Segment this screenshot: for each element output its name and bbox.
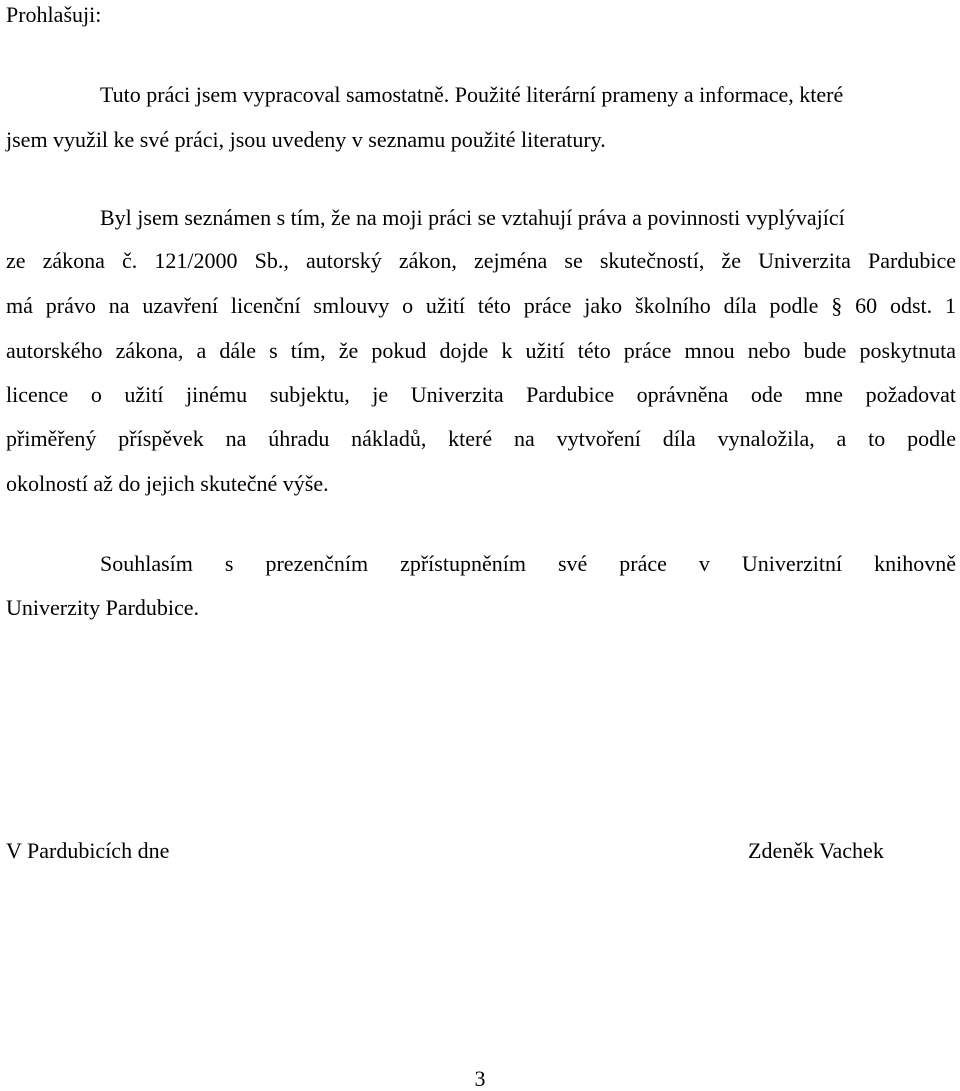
page-number: 3 [474, 1066, 486, 1091]
paragraph-2-line-6: přiměřený příspěvek na úhradu nákladů, které na vytvoření díla vynaložila, a to podle [6, 426, 956, 451]
paragraph-3-line-1: Souhlasím s prezenčním zpřístupněním své práce v Univerzitní knihovně [100, 551, 956, 576]
paragraph-3-line-2: Univerzity Pardubice. [6, 595, 200, 620]
place-date-label: V Pardubicích dne [6, 838, 170, 863]
author-name: Zdeněk Vachek [748, 838, 884, 863]
paragraph-2-line-7: okolností až do jejich skutečné výše. [6, 471, 329, 496]
paragraph-2-line-1: Byl jsem seznámen s tím, že na moji práci se vztahují práva a povinnosti vyplývající [100, 205, 845, 230]
paragraph-2-line-5: licence o užití jinému subjektu, je Univerzita Pardubice oprávněna ode mne požadovat [6, 382, 956, 407]
paragraph-2-line-4: autorského zákona, a dále s tím, že pokud dojde k užití této práce mnou nebo bude poskytnuta [6, 338, 956, 363]
paragraph-2-line-3: má právo na uzavření licenční smlouvy o užití této práce jako školního díla podle § 60 odst. 1 [6, 293, 956, 318]
paragraph-1-line-2: jsem využil ke své práci, jsou uvedeny v seznamu použité literatury. [6, 127, 606, 152]
paragraph-2-line-2: ze zákona č. 121/2000 Sb., autorský zákon, zejména se skutečností, že Univerzita Pardubice [6, 248, 956, 273]
declaration-heading: Prohlašuji: [6, 2, 102, 27]
paragraph-1-line-1: Tuto práci jsem vypracoval samostatně. Použité literární prameny a informace, které [100, 82, 844, 107]
